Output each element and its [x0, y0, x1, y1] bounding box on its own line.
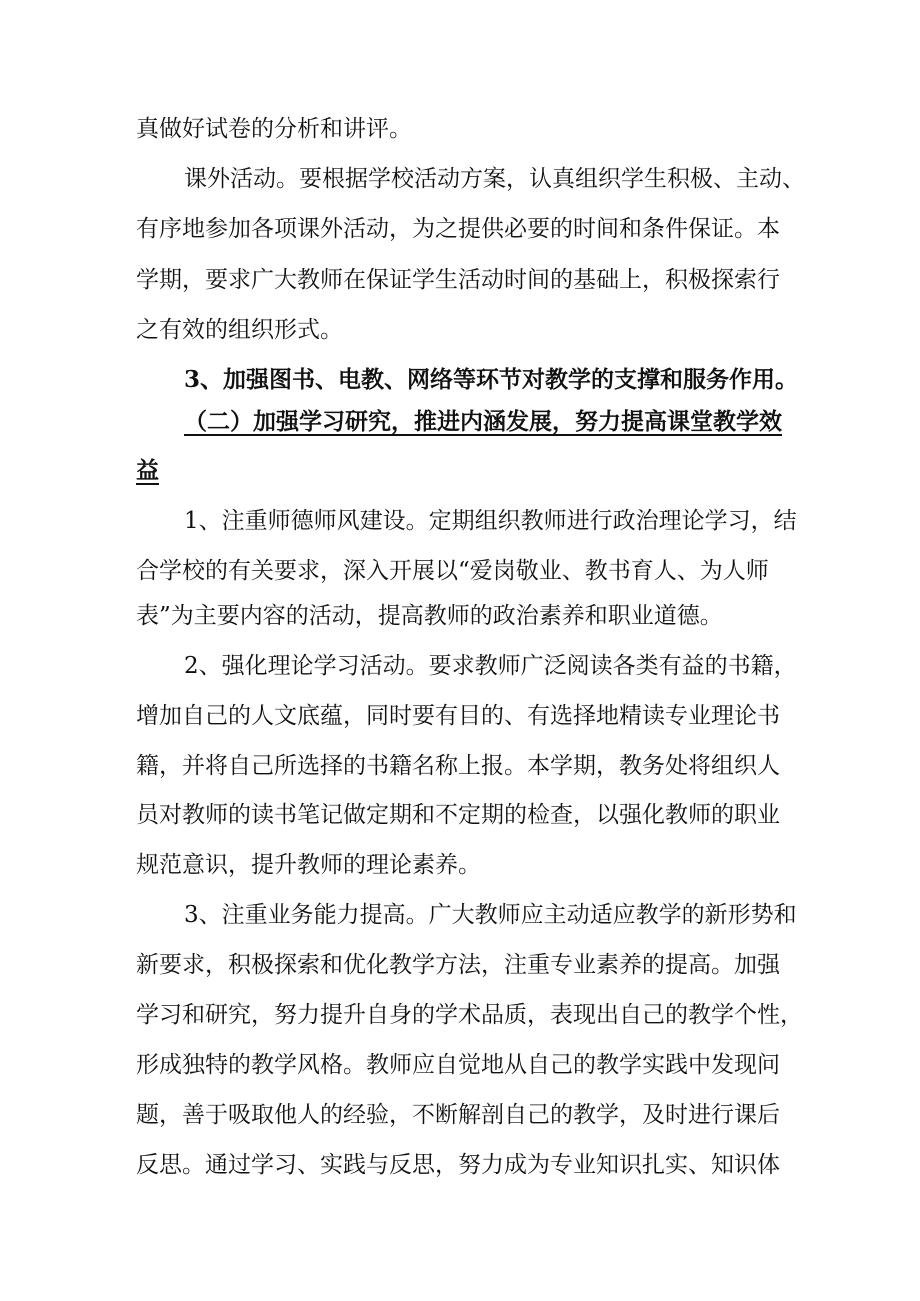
text-line: 籍，并将自己所选择的书籍名称上报。本学期，教务处将组织人 — [136, 753, 780, 779]
text-line: 反思。通过学习、实践与反思，努力成为专业知识扎实、知识体 — [136, 1152, 780, 1178]
text-line: 3、注重业务能力提高。广大教师应主动适应教学的新形势和 — [184, 902, 797, 928]
text-line: 题，善于吸取他人的经验，不断解剖自己的教学，及时进行课后 — [136, 1102, 780, 1128]
text-line: 增加自己的人文底蕴，同时要有目的、有选择地精读专业理论书 — [136, 703, 780, 729]
text-line: 规范意识，提升教师的理论素养。 — [136, 852, 481, 878]
text-line: 有序地参加各项课外活动，为之提供必要的时间和条件保证。本 — [136, 216, 780, 242]
text-line: 员对教师的读书笔记做定期和不定期的检查，以强化教师的职业 — [136, 802, 780, 828]
section-heading: 益 — [136, 457, 159, 484]
text-line: 真做好试卷的分析和讲评。 — [136, 116, 412, 142]
text-line: 课外活动。要根据学校活动方案，认真组织学生积极、主动、 — [184, 166, 805, 192]
section-heading: （二）加强学习研究，推进内涵发展，努力提高课堂教学效 — [184, 408, 782, 435]
text-line: 1、注重师德师风建设。定期组织教师进行政治理论学习，结 — [184, 508, 797, 534]
text-line: 学习和研究，努力提升自身的学术品质，表现出自己的教学个性， — [136, 1002, 803, 1028]
text-line: 形成独特的教学风格。教师应自觉地从自己的教学实践中发现问 — [136, 1052, 780, 1078]
section-heading: 3、加强图书、电教、网络等环节对教学的支撑和服务作用。 — [184, 366, 799, 393]
text-line: 2、强化理论学习活动。要求教师广泛阅读各类有益的书籍， — [184, 653, 797, 679]
text-line: 表”为主要内容的活动，提高教师的政治素养和职业道德。 — [136, 603, 723, 629]
text-line: 新要求，积极探索和优化教学方法，注重专业素养的提高。加强 — [136, 952, 780, 978]
text-line: 之有效的组织形式。 — [136, 317, 343, 343]
text-line: 合学校的有关要求，深入开展以“爱岗敬业、教书育人、为人师 — [136, 558, 769, 584]
text-line: 学期，要求广大教师在保证学生活动时间的基础上，积极探索行 — [136, 267, 780, 293]
